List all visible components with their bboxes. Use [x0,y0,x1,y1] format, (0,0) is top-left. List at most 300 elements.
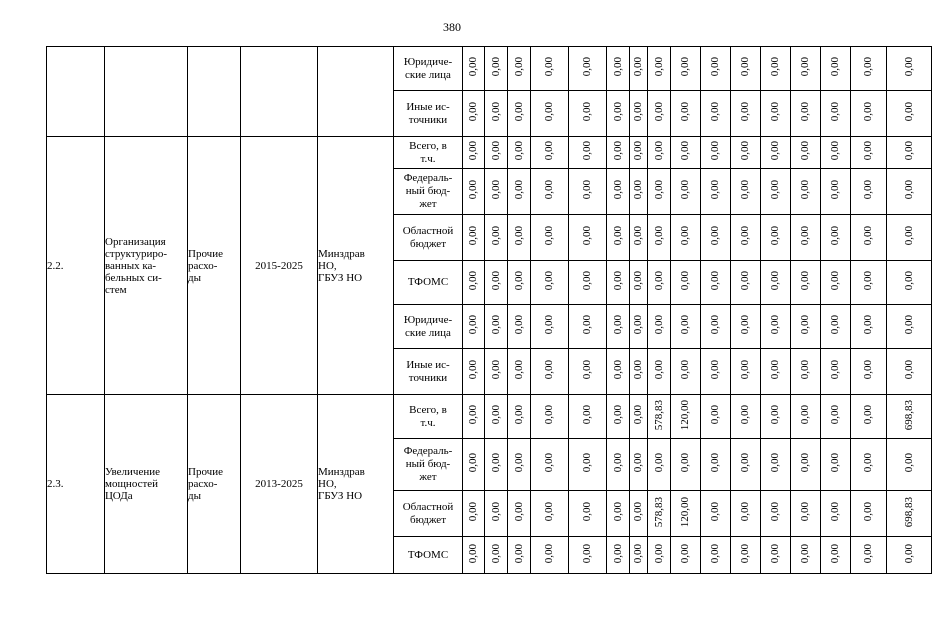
value-cell [607,349,630,395]
value-cell [607,395,630,439]
value-cell [569,537,607,574]
value-cell [531,395,569,439]
value-cell [569,439,607,491]
value-cell [851,47,887,91]
value-text: 0,00 [652,360,665,380]
value-cell [630,395,648,439]
value-text: 0,00 [709,57,721,77]
value-text: 0,00 [902,315,915,335]
value-text: 0,00 [799,543,811,564]
value-text: 0,00 [862,180,874,200]
value-cell [463,439,485,491]
value-text: 0,00 [739,543,751,564]
value-cell [821,537,851,574]
value-text: 120,00 [679,496,691,528]
value-cell [463,47,485,91]
funding-source: Юридиче- ские лица [394,47,463,91]
value-cell [731,439,761,491]
value-text: 0,00 [829,315,841,335]
value-cell [508,169,531,215]
value-text: 120,00 [679,399,691,431]
value-text: 0,00 [709,453,721,473]
value-cell [791,349,821,395]
value-cell [531,537,569,574]
value-text: 0,00 [829,102,841,122]
value-text: 0,00 [679,226,691,246]
page-number: 380 [443,20,461,34]
value-cell [463,215,485,261]
value-text: 0,00 [512,141,525,161]
value-text: 0,00 [769,271,781,291]
value-cell [463,491,485,537]
value-cell [701,491,731,537]
value-text: 0,00 [679,315,691,335]
value-cell [701,215,731,261]
value-cell [821,439,851,491]
value-text: 0,00 [652,57,665,77]
value-cell [569,215,607,261]
value-text: 0,00 [543,502,555,522]
value-text: 0,00 [769,360,781,380]
value-cell [508,439,531,491]
value-text: 0,00 [611,141,624,161]
value-text: 0,00 [902,141,915,161]
value-cell [648,537,671,574]
value-text: 0,00 [489,102,502,122]
value-text: 0,00 [769,405,781,425]
value-text: 0,00 [652,315,665,335]
value-text: 0,00 [862,271,874,291]
value-text: 0,00 [652,453,665,473]
value-cell [508,137,531,169]
value-cell [851,395,887,439]
value-text: 0,00 [581,543,593,564]
value-text: 0,00 [512,57,525,77]
table-row [47,47,932,91]
value-cell [671,395,701,439]
value-cell [569,395,607,439]
value-cell [671,169,701,215]
value-cell [791,47,821,91]
value-cell [607,261,630,305]
value-cell [791,439,821,491]
value-cell [569,261,607,305]
value-text: 0,00 [543,57,555,77]
funding-source: ТФОМС [394,537,463,574]
value-cell [821,169,851,215]
value-cell [761,47,791,91]
value-text: 0,00 [652,102,665,122]
value-text: 0,00 [467,453,479,473]
value-text: 0,00 [902,226,915,246]
value-text: 0,00 [467,315,479,335]
value-cell [671,91,701,137]
value-text: 0,00 [543,102,555,122]
value-text: 0,00 [512,405,525,425]
value-cell [761,261,791,305]
value-cell [569,349,607,395]
value-text: 0,00 [709,502,721,522]
value-text: 0,00 [679,57,691,77]
value-text: 0,00 [632,360,644,380]
value-cell [485,349,508,395]
value-text: 0,00 [489,180,502,200]
value-text: 0,00 [543,405,555,425]
value-cell [851,169,887,215]
value-cell [508,261,531,305]
value-text: 0,00 [829,405,841,425]
value-text: 0,00 [489,453,502,473]
value-cell [607,439,630,491]
value-cell [821,137,851,169]
value-text: 0,00 [769,141,781,161]
value-cell [701,537,731,574]
value-cell [791,261,821,305]
value-cell [887,537,932,574]
value-cell [851,91,887,137]
value-cell [701,439,731,491]
value-cell [887,491,932,537]
value-cell [485,169,508,215]
value-cell [761,439,791,491]
value-text: 0,00 [611,315,624,335]
value-cell [671,537,701,574]
value-text: 0,00 [543,453,555,473]
budget-table [46,46,932,574]
value-text: 0,00 [769,180,781,200]
table-row [47,395,932,439]
value-text: 0,00 [543,360,555,380]
value-text: 0,00 [862,543,874,564]
value-text: 0,00 [652,180,665,200]
value-cell [887,137,932,169]
value-cell [851,137,887,169]
value-text: 0,00 [679,180,691,200]
value-cell [463,261,485,305]
value-cell [791,537,821,574]
value-text: 0,00 [862,502,874,522]
value-text: 0,00 [489,141,502,161]
value-text: 0,00 [611,502,624,522]
value-cell [648,215,671,261]
funding-source: Федераль- ный бюд- жет [394,439,463,491]
value-text: 0,00 [862,57,874,77]
value-text: 0,00 [739,360,751,380]
value-text: 0,00 [652,226,665,246]
period [241,47,318,137]
value-text: 0,00 [489,315,502,335]
value-text: 0,00 [799,102,811,122]
value-text: 0,00 [467,141,479,161]
value-text: 0,00 [799,315,811,335]
value-text: 0,00 [652,543,665,564]
value-cell [648,305,671,349]
value-text: 0,00 [862,226,874,246]
value-text: 0,00 [829,180,841,200]
value-text: 0,00 [862,453,874,473]
value-text: 0,00 [581,360,593,380]
value-cell [761,91,791,137]
value-cell [648,349,671,395]
value-cell [731,491,761,537]
value-cell [761,305,791,349]
value-cell [731,537,761,574]
value-cell [485,137,508,169]
value-text: 0,00 [581,226,593,246]
value-cell [607,491,630,537]
value-cell [508,215,531,261]
value-cell [648,439,671,491]
value-text: 0,00 [799,405,811,425]
value-cell [887,395,932,439]
table-row [47,137,932,169]
value-text: 0,00 [512,180,525,200]
value-text: 0,00 [709,405,721,425]
value-cell [731,137,761,169]
value-text: 0,00 [467,271,479,291]
value-cell [508,395,531,439]
value-cell [508,491,531,537]
value-cell [821,215,851,261]
value-text: 0,00 [512,360,525,380]
value-text: 0,00 [769,502,781,522]
item-name [105,47,188,137]
value-text: 0,00 [829,453,841,473]
value-cell [791,91,821,137]
value-cell [821,261,851,305]
value-cell [671,215,701,261]
value-cell [463,395,485,439]
value-text: 0,00 [799,502,811,522]
value-text: 0,00 [581,453,593,473]
value-text: 0,00 [679,453,691,473]
value-cell [607,305,630,349]
value-text: 0,00 [543,226,555,246]
value-cell [569,91,607,137]
value-text: 0,00 [611,543,624,564]
value-text: 0,00 [581,102,593,122]
value-text: 0,00 [739,502,751,522]
value-text: 0,00 [632,226,644,246]
value-cell [671,47,701,91]
value-cell [569,305,607,349]
value-cell [887,215,932,261]
value-text: 0,00 [769,57,781,77]
value-cell [791,305,821,349]
value-text: 0,00 [611,226,624,246]
value-text: 0,00 [799,360,811,380]
value-text: 0,00 [829,226,841,246]
value-text: 0,00 [799,271,811,291]
item-code [47,47,105,137]
value-cell [630,215,648,261]
value-cell [887,169,932,215]
item-name: Увеличение мощностей ЦОДа [105,395,188,574]
value-text: 0,00 [611,405,624,425]
value-text: 0,00 [769,453,781,473]
value-cell [887,305,932,349]
value-cell [761,537,791,574]
value-text: 0,00 [543,315,555,335]
value-cell [671,491,701,537]
value-text: 0,00 [652,271,665,291]
value-cell [701,395,731,439]
value-text: 0,00 [512,271,525,291]
value-cell [791,215,821,261]
value-cell [791,137,821,169]
value-text: 0,00 [862,405,874,425]
value-cell [531,137,569,169]
value-cell [531,305,569,349]
value-text: 578,83 [652,496,665,528]
value-cell [648,47,671,91]
value-text: 0,00 [632,57,644,77]
value-cell [531,47,569,91]
budget-table-body [47,47,932,574]
value-cell [791,491,821,537]
value-text: 0,00 [769,315,781,335]
value-text: 0,00 [709,180,721,200]
value-text: 0,00 [512,453,525,473]
value-cell [569,491,607,537]
value-text: 0,00 [467,502,479,522]
value-text: 0,00 [902,57,915,77]
value-cell [607,215,630,261]
value-cell [630,137,648,169]
value-cell [508,349,531,395]
value-text: 0,00 [632,271,644,291]
value-text: 0,00 [489,502,502,522]
value-cell [463,91,485,137]
value-cell [791,169,821,215]
value-text: 0,00 [769,102,781,122]
value-text: 0,00 [679,543,691,564]
value-text: 0,00 [581,271,593,291]
value-text: 0,00 [679,360,691,380]
value-cell [648,491,671,537]
value-text: 0,00 [581,141,593,161]
value-cell [463,305,485,349]
value-cell [821,91,851,137]
value-text: 0,00 [467,405,479,425]
value-text: 0,00 [581,57,593,77]
value-cell [531,261,569,305]
value-text: 0,00 [709,226,721,246]
value-text: 0,00 [581,180,593,200]
value-cell [761,169,791,215]
value-text: 0,00 [829,502,841,522]
value-cell [731,215,761,261]
value-cell [731,91,761,137]
value-text: 0,00 [709,141,721,161]
value-cell [731,395,761,439]
value-text: 0,00 [739,271,751,291]
value-cell [463,137,485,169]
value-text: 0,00 [611,271,624,291]
value-text: 0,00 [709,102,721,122]
value-text: 0,00 [829,543,841,564]
value-text: 0,00 [467,543,479,564]
value-cell [648,261,671,305]
value-cell [607,169,630,215]
value-text: 0,00 [739,315,751,335]
value-cell [851,439,887,491]
value-cell [731,47,761,91]
value-text: 0,00 [862,315,874,335]
value-text: 0,00 [581,315,593,335]
value-text: 0,00 [709,315,721,335]
value-text: 0,00 [739,180,751,200]
value-text: 0,00 [632,315,644,335]
funding-source: Областной бюджет [394,215,463,261]
funding-source: Всего, в т.ч. [394,137,463,169]
value-text: 0,00 [799,453,811,473]
value-cell [731,169,761,215]
value-text: 0,00 [739,226,751,246]
item-name: Организация структуриро- ванных ка- бельных си- стем [105,137,188,395]
value-text: 0,00 [632,180,644,200]
value-cell [607,47,630,91]
value-text: 0,00 [467,360,479,380]
value-text: 0,00 [611,453,624,473]
value-cell [485,47,508,91]
value-text: 0,00 [467,180,479,200]
value-cell [648,91,671,137]
value-cell [630,349,648,395]
value-cell [485,439,508,491]
value-cell [630,91,648,137]
value-cell [630,261,648,305]
funding-source: Всего, в т.ч. [394,395,463,439]
value-cell [569,169,607,215]
value-cell [851,215,887,261]
value-text: 0,00 [652,141,665,161]
value-text: 0,00 [632,141,644,161]
value-text: 0,00 [769,543,781,564]
value-text: 698,83 [902,399,915,431]
value-text: 0,00 [632,405,644,425]
funding-source: Федераль- ный бюд- жет [394,169,463,215]
value-text: 0,00 [632,453,644,473]
item-code: 2.2. [47,137,105,395]
value-cell [887,439,932,491]
executor [318,47,394,137]
value-cell [791,395,821,439]
value-text: 0,00 [829,57,841,77]
value-cell [701,169,731,215]
expense-type [188,47,241,137]
value-text: 0,00 [739,102,751,122]
value-cell [648,395,671,439]
value-cell [821,395,851,439]
value-cell [887,349,932,395]
value-text: 0,00 [489,543,502,564]
value-cell [485,215,508,261]
value-text: 0,00 [739,141,751,161]
value-cell [887,47,932,91]
value-cell [531,91,569,137]
value-cell [671,305,701,349]
funding-source: Юридиче- ские лица [394,305,463,349]
value-cell [671,137,701,169]
value-cell [648,169,671,215]
value-text: 0,00 [902,180,915,200]
value-text: 0,00 [799,141,811,161]
value-cell [463,349,485,395]
value-cell [761,215,791,261]
value-cell [761,137,791,169]
value-text: 0,00 [862,360,874,380]
